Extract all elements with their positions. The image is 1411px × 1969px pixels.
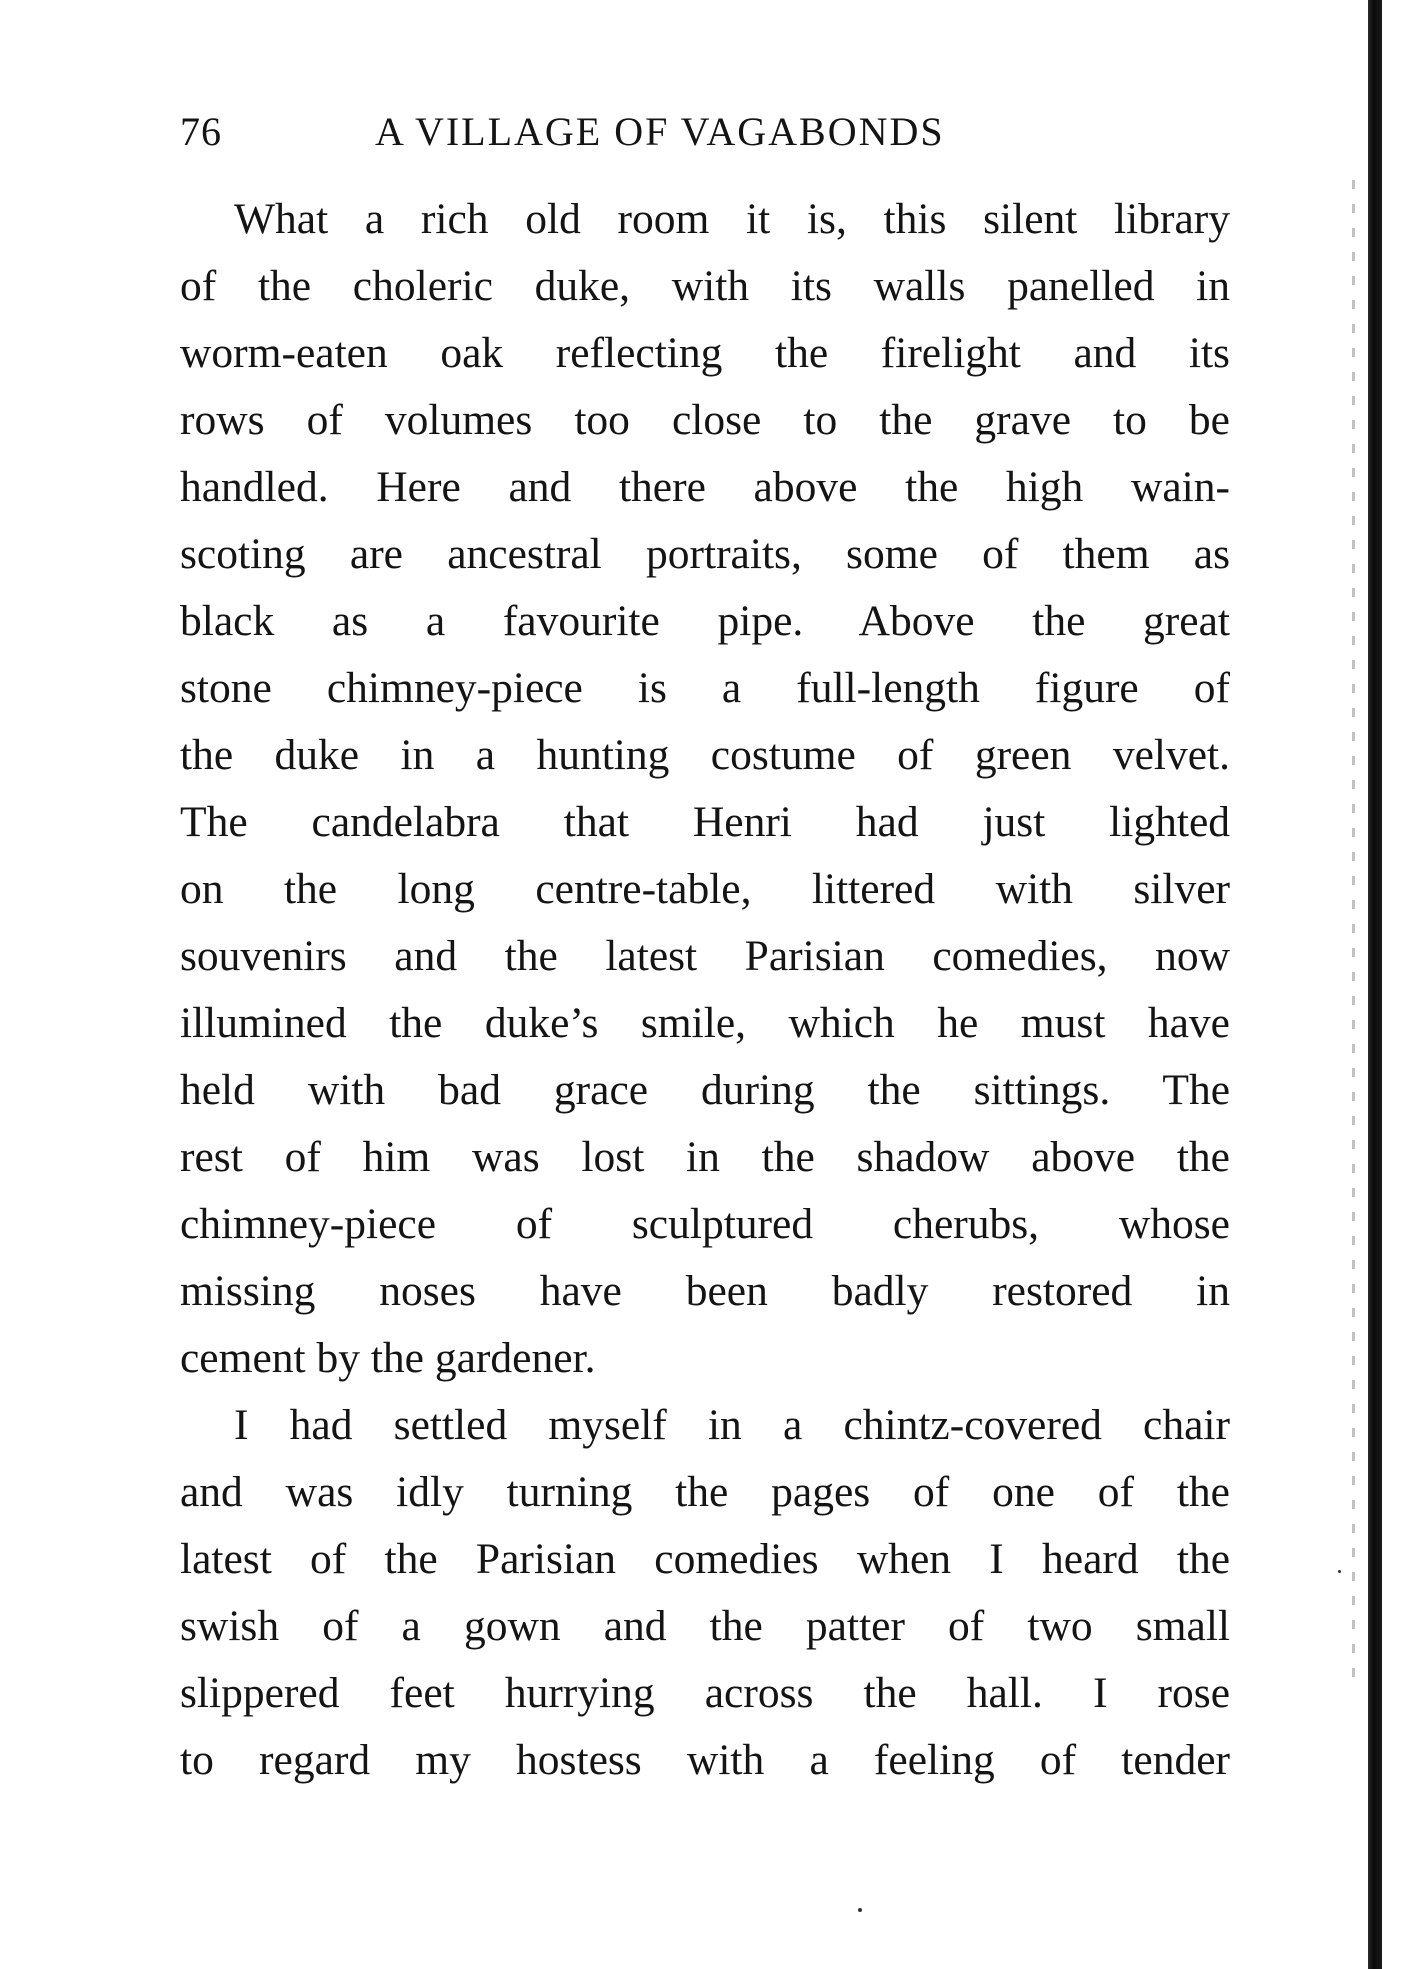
text-line: What a rich old room it is, this silent library [234,195,1230,243]
text-line: cement by the gardener. [180,1334,596,1382]
scan-speck [1338,1570,1341,1573]
text-line: and was idly turning the pages of one of the [180,1468,1230,1516]
text-line: souvenirs and the latest Parisian comedies, now [180,932,1230,980]
text-line: I had settled myself in a chintz-covered chair [234,1401,1230,1449]
text-line: chimney-piece of sculptured cherubs, whose [180,1200,1230,1248]
text-line: slippered feet hurrying across the hall. I rose [180,1669,1230,1717]
text-line: rows of volumes too close to the grave to be [180,396,1230,444]
text-line: black as a favourite pipe. Above the great [180,597,1230,645]
text-line: illumined the duke’s smile, which he must have [180,999,1230,1047]
text-line: missing noses have been badly restored in [180,1267,1230,1315]
scan-gutter-shadow [1352,180,1355,1680]
text-line: to regard my hostess with a feeling of tender [180,1736,1230,1784]
text-line: worm-eaten oak reflecting the firelight and its [180,329,1230,377]
page-number: 76 [180,109,222,154]
body-text [180,186,1230,1794]
running-title: A VILLAGE OF VAGABONDS [375,109,945,154]
text-line: of the choleric duke, with its walls panelled in [180,262,1230,310]
text-line: The candelabra that Henri had just lighted [180,798,1230,846]
text-line: latest of the Parisian comedies when I heard the [180,1535,1230,1583]
text-line: on the long centre-table, littered with silver [180,865,1230,913]
text-line: rest of him was lost in the shadow above the [180,1133,1230,1181]
text-line: held with bad grace during the sittings. The [180,1066,1230,1114]
text-line: the duke in a hunting costume of green velvet. [180,731,1230,779]
text-line: scoting are ancestral portraits, some of them as [180,530,1230,578]
text-line: handled. Here and there above the high wain- [180,463,1230,511]
text-line: stone chimney-piece is a full-length figure of [180,664,1230,712]
text-line: swish of a gown and the patter of two small [180,1602,1230,1650]
scan-gutter-edge [1368,0,1382,1969]
scan-speck [858,1908,862,1912]
page-header [180,108,1240,168]
